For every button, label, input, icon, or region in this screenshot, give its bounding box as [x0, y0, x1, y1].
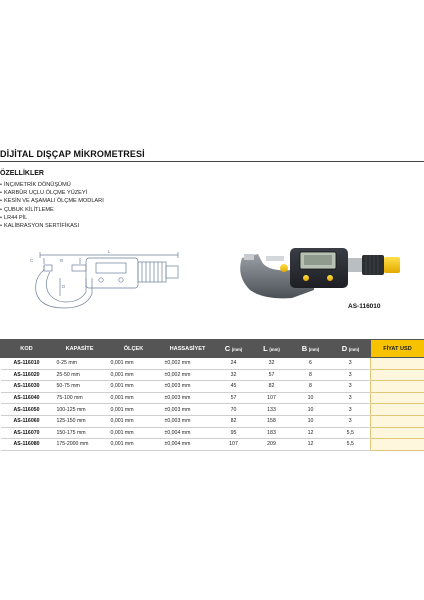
- cell-d: 5,5: [331, 439, 371, 451]
- cell-c: 82: [215, 415, 253, 427]
- cell-c: 24: [215, 358, 253, 370]
- dimension-label-d: D: [62, 284, 66, 289]
- cell-d: 3: [331, 415, 371, 427]
- cell-d: 3: [331, 404, 371, 416]
- cell-c: 107: [215, 439, 253, 451]
- cell-olcek: 0,001 mm: [107, 358, 161, 370]
- header-d-unit: (mm): [348, 347, 360, 352]
- cell-hassasiyet: ±0,003 mm: [161, 392, 215, 404]
- cell-c: 95: [215, 427, 253, 439]
- cell-d: 3: [331, 358, 371, 370]
- cell-b: 12: [291, 427, 331, 439]
- cell-d: 3: [331, 369, 371, 381]
- table-row: [1, 404, 424, 416]
- cell-b: 12: [291, 439, 331, 451]
- cell-kapasite: 100-125 mm: [53, 404, 107, 416]
- cell-d: 3: [331, 392, 371, 404]
- dimension-label-c: C: [30, 258, 34, 263]
- header-kod: KOD: [1, 340, 53, 358]
- cell-d: 3: [331, 381, 371, 393]
- feature-item: • KESİN VE AŞAMALI ÖLÇME MODLARI: [0, 197, 104, 205]
- cell-kod: AS-116050: [1, 404, 53, 416]
- header-l-unit: (mm): [269, 347, 280, 352]
- cell-c: 57: [215, 392, 253, 404]
- cell-hassasiyet: ±0,003 mm: [161, 404, 215, 416]
- table-row: [1, 369, 424, 381]
- cell-kod: AS-116020: [1, 369, 53, 381]
- feature-item: • LR44 PİL: [0, 214, 104, 222]
- cell-kod: AS-116060: [1, 415, 53, 427]
- cell-l: 57: [253, 369, 291, 381]
- header-c-letter: C: [224, 344, 231, 353]
- cell-l: 133: [253, 404, 291, 416]
- header-l-letter: L: [263, 344, 268, 353]
- cell-fiyat: [371, 439, 424, 451]
- cell-kapasite: 175-2000 mm: [53, 439, 107, 451]
- cell-l: 32: [253, 358, 291, 370]
- micrometer-technical-drawing: [0, 248, 190, 320]
- features-list: [0, 181, 104, 230]
- cell-fiyat: [371, 358, 424, 370]
- header-b-unit: (mm): [308, 347, 320, 352]
- cell-l: 183: [253, 427, 291, 439]
- cell-hassasiyet: ±0,002 mm: [161, 369, 215, 381]
- cell-kod: AS-116030: [1, 381, 53, 393]
- cell-l: 107: [253, 392, 291, 404]
- title-divider: [0, 161, 424, 162]
- header-c: [215, 340, 253, 358]
- spec-table: [0, 339, 424, 451]
- product-model-label: AS-116010: [348, 303, 381, 310]
- feature-item: • KALİBRASYON SERTİFİKASI: [0, 222, 104, 230]
- header-l: [253, 340, 291, 358]
- header-d: [331, 340, 371, 358]
- cell-kod: AS-116080: [1, 439, 53, 451]
- cell-hassasiyet: ±0,004 mm: [161, 439, 215, 451]
- cell-kod: AS-116070: [1, 427, 53, 439]
- header-b-letter: B: [301, 344, 308, 353]
- cell-olcek: 0,001 mm: [107, 369, 161, 381]
- feature-item: • ÇUBUK KİLİTLEME: [0, 206, 104, 214]
- cell-fiyat: [371, 404, 424, 416]
- header-kapasite: KAPASİTE: [53, 340, 107, 358]
- header-b: [291, 340, 331, 358]
- cell-fiyat: [371, 381, 424, 393]
- header-hassasiyet: HASSASİYET: [161, 340, 215, 358]
- cell-kapasite: 125-150 mm: [53, 415, 107, 427]
- cell-b: 8: [291, 381, 331, 393]
- dimension-label-b: B: [60, 258, 64, 263]
- cell-fiyat: [371, 392, 424, 404]
- cell-b: 10: [291, 415, 331, 427]
- cell-l: 158: [253, 415, 291, 427]
- header-olcek: ÖLÇEK: [107, 340, 161, 358]
- table-row: [1, 381, 424, 393]
- cell-c: 32: [215, 369, 253, 381]
- cell-olcek: 0,001 mm: [107, 439, 161, 451]
- cell-c: 45: [215, 381, 253, 393]
- cell-olcek: 0,001 mm: [107, 404, 161, 416]
- cell-hassasiyet: ±0,004 mm: [161, 427, 215, 439]
- cell-b: 10: [291, 392, 331, 404]
- dimension-label-l: L: [108, 249, 111, 254]
- cell-kapasite: 25-50 mm: [53, 369, 107, 381]
- cell-l: 209: [253, 439, 291, 451]
- cell-d: 5,5: [331, 427, 371, 439]
- table-row: [1, 439, 424, 451]
- spec-table-body: [1, 358, 424, 451]
- cell-b: 6: [291, 358, 331, 370]
- cell-kod: AS-116010: [1, 358, 53, 370]
- cell-kod: AS-116040: [1, 392, 53, 404]
- feature-item: • KARBÜR UÇLU ÖLÇME YÜZEYİ: [0, 189, 104, 197]
- cell-fiyat: [371, 415, 424, 427]
- micrometer-product-photo: [232, 240, 408, 300]
- cell-hassasiyet: ±0,003 mm: [161, 381, 215, 393]
- cell-b: 10: [291, 404, 331, 416]
- cell-fiyat: [371, 427, 424, 439]
- table-row: [1, 392, 424, 404]
- table-header-row: [1, 340, 424, 358]
- cell-kapasite: 50-75 mm: [53, 381, 107, 393]
- cell-b: 8: [291, 369, 331, 381]
- page-title: DİJİTAL DIŞÇAP MİKROMETRESİ: [0, 149, 145, 159]
- cell-olcek: 0,001 mm: [107, 427, 161, 439]
- table-row: [1, 427, 424, 439]
- cell-olcek: 0,001 mm: [107, 415, 161, 427]
- cell-hassasiyet: ±0,002 mm: [161, 358, 215, 370]
- table-row: [1, 415, 424, 427]
- feature-item: • İNÇ/METRİK DÖNÜŞÜMÜ: [0, 181, 104, 189]
- cell-fiyat: [371, 369, 424, 381]
- header-c-unit: (mm): [231, 347, 243, 352]
- cell-hassasiyet: ±0,003 mm: [161, 415, 215, 427]
- cell-kapasite: 0-25 mm: [53, 358, 107, 370]
- table-row: [1, 358, 424, 370]
- header-d-letter: D: [341, 344, 348, 353]
- cell-olcek: 0,001 mm: [107, 381, 161, 393]
- header-fiyat: FİYAT USD: [371, 340, 424, 358]
- features-heading: ÖZELLİKLER: [0, 170, 44, 177]
- cell-olcek: 0,001 mm: [107, 392, 161, 404]
- cell-kapasite: 150-175 mm: [53, 427, 107, 439]
- cell-l: 82: [253, 381, 291, 393]
- cell-c: 70: [215, 404, 253, 416]
- cell-kapasite: 75-100 mm: [53, 392, 107, 404]
